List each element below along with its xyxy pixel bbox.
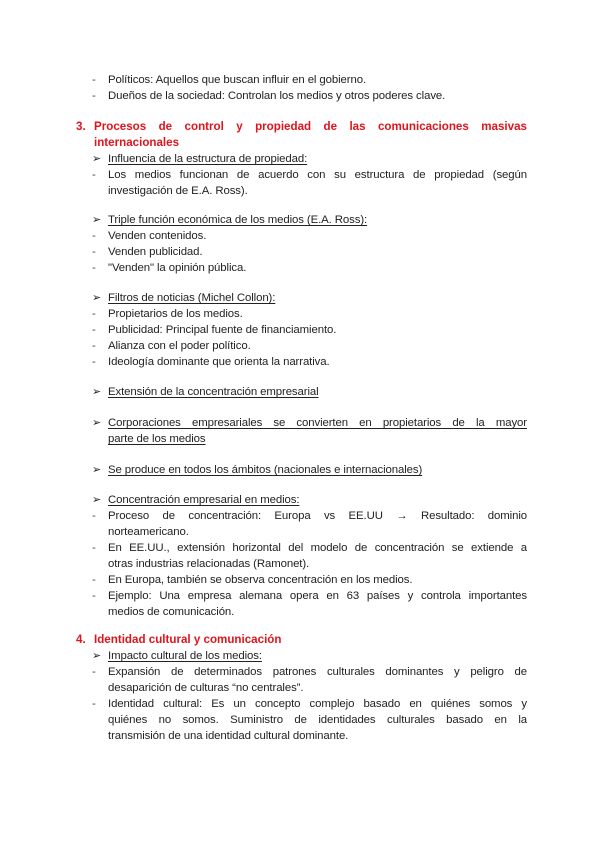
list-item: Políticos: Aquellos que buscan influir en el gobierno. (108, 74, 367, 86)
bullet-dash: - (92, 542, 96, 554)
list-item-cont: desaparición de culturas “no centrales”. (108, 682, 304, 694)
list-item-cont: medios de comunicación. (108, 606, 235, 618)
section-3-title: Procesos de control y propiedad de las comunicaciones masivas (94, 120, 527, 133)
list-item: Los medios funcionan de acuerdo con su estructura de propiedad (según (108, 169, 527, 181)
list-item: En Europa, también se observa concentración en los medios. (108, 574, 413, 586)
section-4-title: Identidad cultural y comunicación (94, 633, 282, 646)
list-item: Dueños de la sociedad: Controlan los medios y otros poderes clave. (108, 90, 446, 102)
bullet-dash: - (92, 340, 96, 352)
bullet-dash: - (92, 666, 96, 678)
bullet-dash: - (92, 262, 96, 274)
arrow-bullet-icon: ➢ (92, 292, 102, 304)
arrow-bullet-icon: ➢ (92, 650, 102, 662)
bullet-dash: - (92, 90, 96, 102)
subheading-extension: Extensión de la concentración empresarial (108, 386, 319, 398)
arrow-bullet-icon: ➢ (92, 417, 102, 429)
bullet-dash: - (92, 246, 96, 258)
subheading-filtros: Filtros de noticias (Michel Collon): (108, 292, 276, 304)
list-item: En EE.UU., extensión horizontal del modelo de concentración se extiende a (108, 542, 527, 554)
bullet-dash: - (92, 74, 96, 86)
list-item: Venden contenidos. (108, 230, 207, 242)
list-item: Publicidad: Principal fuente de financiamiento. (108, 324, 337, 336)
section-3-number: 3. (76, 120, 86, 133)
subheading-triple-funcion: Triple función económica de los medios (E.A. Ross): (108, 214, 368, 226)
list-item: Identidad cultural: Es un concepto complejo basado en quiénes somos y (108, 698, 527, 710)
subheading-corporaciones: Corporaciones empresariales se convierten en propietarios de la mayor (108, 417, 527, 429)
list-item-cont: quiénes no somos. Suministro de identidades culturales basado en la (108, 714, 527, 726)
list-item: Ideología dominante que orienta la narrativa. (108, 356, 330, 368)
arrow-bullet-icon: ➢ (92, 214, 102, 226)
list-item: Expansión de determinados patrones culturales dominantes y peligro de (108, 666, 527, 678)
bullet-dash: - (92, 169, 96, 181)
list-item-cont: otras industrias relacionadas (Ramonet). (108, 558, 310, 570)
list-item: Proceso de concentración: Europa vs EE.UU → Resultado: dominio (108, 510, 527, 522)
bullet-dash: - (92, 510, 96, 522)
bullet-dash: - (92, 308, 96, 320)
section-4-number: 4. (76, 633, 86, 646)
subheading-influencia: Influencia de la estructura de propiedad: (108, 153, 308, 165)
arrow-bullet-icon: ➢ (92, 386, 102, 398)
subheading-ambitos: Se produce en todos los ámbitos (nacionales e internacionales) (108, 464, 423, 476)
bullet-dash: - (92, 574, 96, 586)
bullet-dash: - (92, 356, 96, 368)
list-item: Propietarios de los medios. (108, 308, 243, 320)
list-item-cont: norteamericano. (108, 526, 189, 538)
arrow-bullet-icon: ➢ (92, 464, 102, 476)
subheading-corporaciones-cont: parte de los medios (108, 433, 206, 445)
list-item: "Venden" la opinión pública. (108, 262, 247, 274)
list-item: Venden publicidad. (108, 246, 203, 258)
arrow-bullet-icon: ➢ (92, 494, 102, 506)
list-item-cont: investigación de E.A. Ross). (108, 185, 248, 197)
subheading-concentracion: Concentración empresarial en medios: (108, 494, 300, 506)
list-item: Ejemplo: Una empresa alemana opera en 63 países y controla importantes (108, 590, 527, 602)
bullet-dash: - (92, 230, 96, 242)
subheading-impacto: Impacto cultural de los medios: (108, 650, 262, 662)
bullet-dash: - (92, 698, 96, 710)
list-item-cont: transmisión de una identidad cultural dominante. (108, 730, 349, 742)
section-3-title-cont: internacionales (94, 136, 180, 149)
bullet-dash: - (92, 324, 96, 336)
arrow-bullet-icon: ➢ (92, 153, 102, 165)
bullet-dash: - (92, 590, 96, 602)
list-item: Alianza con el poder político. (108, 340, 251, 352)
